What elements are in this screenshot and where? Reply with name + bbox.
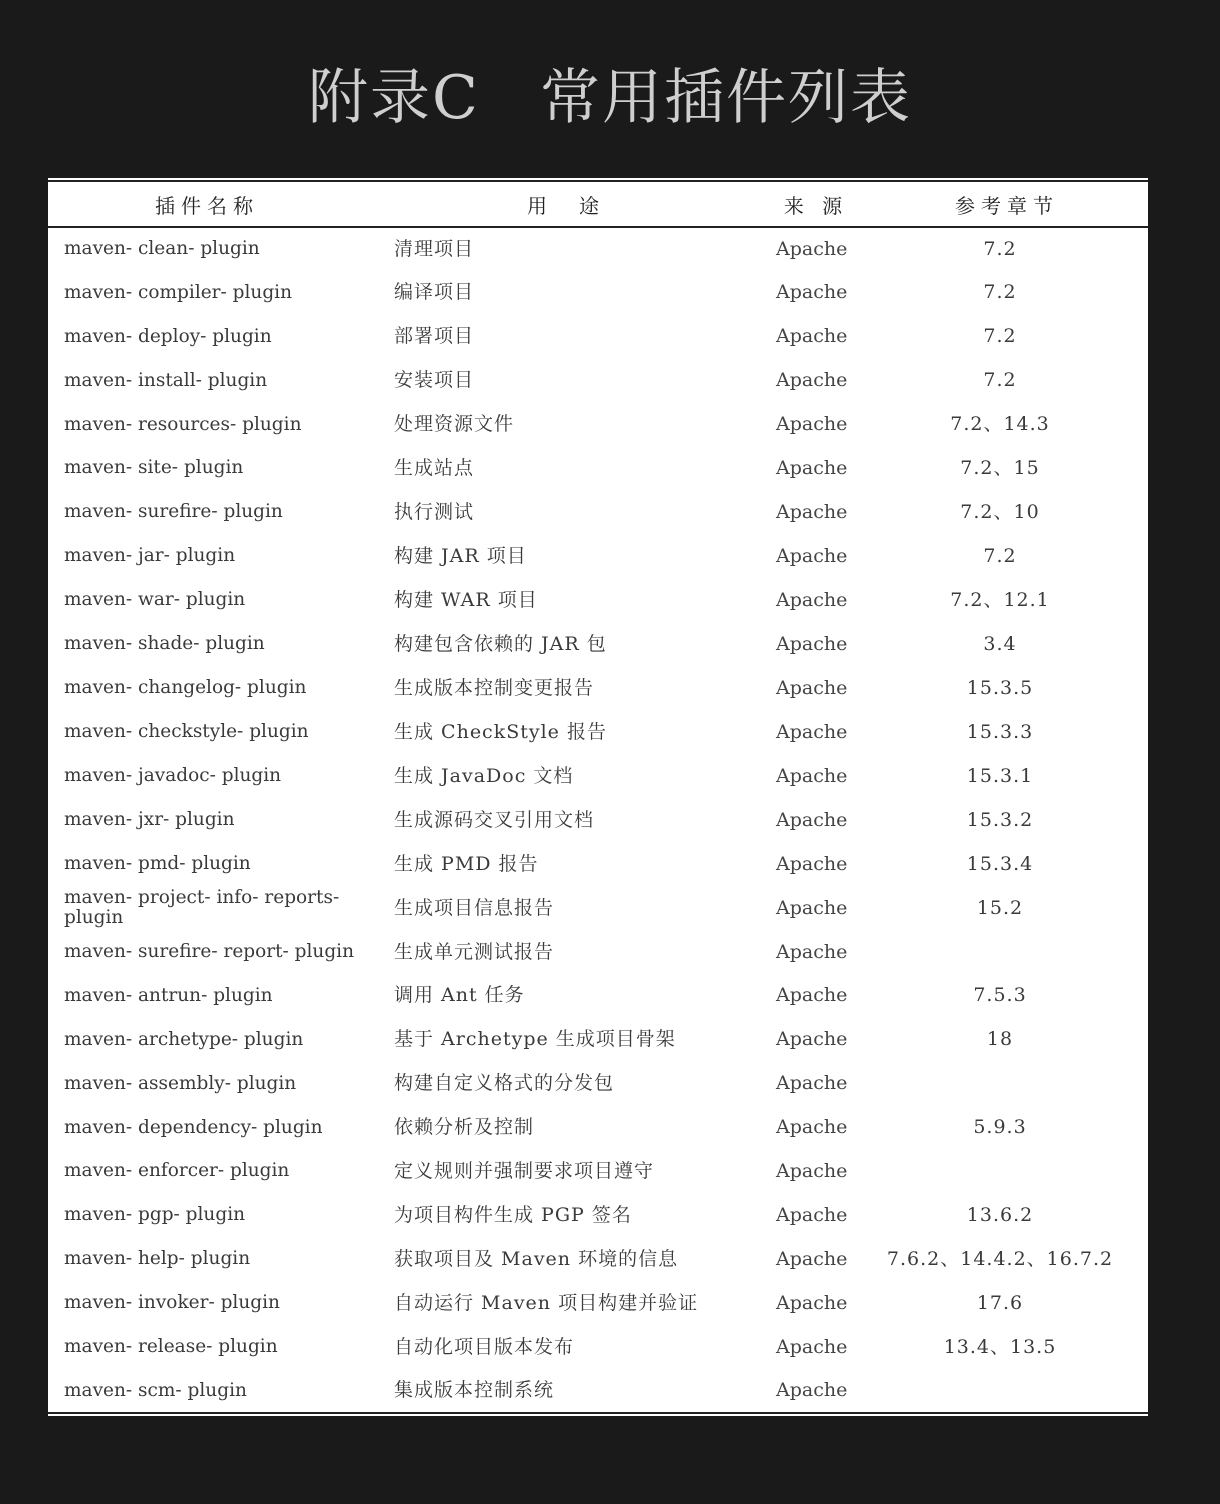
table-row xyxy=(48,403,1148,447)
reference-cell: 7.2 xyxy=(983,325,1017,348)
usage-cell: 安装项目 xyxy=(394,369,475,392)
usage-cell: 部署项目 xyxy=(394,325,475,348)
plugin-name-cell: maven- compiler- plugin xyxy=(64,281,293,303)
plugin-name-cell: maven- enforcer- plugin xyxy=(64,1160,290,1182)
reference-cell: 7.2、15 xyxy=(960,457,1040,480)
table-row xyxy=(48,1106,1148,1150)
plugin-name-cell: maven- surefire- plugin xyxy=(64,501,283,523)
usage-cell: 获取项目及 Maven 环境的信息 xyxy=(394,1248,679,1271)
source-cell: Apache xyxy=(776,1204,848,1227)
reference-cell: 7.2、14.3 xyxy=(950,413,1050,436)
usage-cell: 自动运行 Maven 项目构建并验证 xyxy=(394,1292,699,1315)
reference-cell: 15.2 xyxy=(976,896,1024,919)
source-cell: Apache xyxy=(776,1160,848,1183)
plugin-name-cell: maven- shade- plugin xyxy=(64,633,265,655)
source-cell: Apache xyxy=(776,413,848,436)
header-source: 来 源 xyxy=(766,181,866,227)
table-row xyxy=(48,491,1148,535)
source-cell: Apache xyxy=(776,632,848,655)
reference-cell: 13.4、13.5 xyxy=(943,1335,1057,1358)
reference-cell: 7.2、12.1 xyxy=(950,589,1050,612)
plugin-table xyxy=(48,180,1148,1414)
usage-cell: 生成 PMD 报告 xyxy=(394,852,539,875)
usage-cell: 生成站点 xyxy=(394,457,475,480)
reference-cell: 7.6.2、14.4.2、16.7.2 xyxy=(886,1248,1114,1271)
title-text: 常用插件列表 xyxy=(539,63,912,133)
reference-cell: 18 xyxy=(986,1028,1014,1051)
table-sheet xyxy=(48,178,1148,1416)
reference-cell: 7.5.3 xyxy=(973,984,1027,1007)
plugin-name-cell: maven- jxr- plugin xyxy=(64,808,235,830)
source-cell: Apache xyxy=(776,369,848,392)
source-cell: Apache xyxy=(776,589,848,612)
table-row xyxy=(48,1282,1148,1326)
plugin-name-cell: maven- war- plugin xyxy=(64,589,246,611)
plugin-name-cell: maven- clean- plugin xyxy=(64,238,260,260)
reference-cell: 15.3.4 xyxy=(966,852,1034,875)
usage-cell: 生成项目信息报告 xyxy=(394,896,555,919)
reference-cell: 7.2 xyxy=(983,545,1017,568)
table-row xyxy=(48,1194,1148,1238)
source-cell: Apache xyxy=(776,1116,848,1139)
usage-cell: 编译项目 xyxy=(394,281,475,304)
table-row xyxy=(48,622,1148,666)
usage-cell: 执行测试 xyxy=(394,501,475,524)
table-row xyxy=(48,271,1148,315)
plugin-name-cell: maven- release- plugin xyxy=(64,1336,278,1358)
usage-cell: 为项目构件生成 PGP 签名 xyxy=(394,1204,632,1227)
plugin-name-cell: maven- install- plugin xyxy=(64,369,268,391)
plugin-name-cell: maven- site- plugin xyxy=(64,457,244,479)
plugin-name-cell: maven- scm- plugin xyxy=(48,1369,366,1413)
source-cell: Apache xyxy=(776,457,848,480)
source-cell: Apache xyxy=(776,896,848,919)
reference-cell: 7.2、10 xyxy=(960,501,1040,524)
table-row xyxy=(48,359,1148,403)
plugin-name-cell: maven- checkstyle- plugin xyxy=(64,721,309,743)
source-cell: Apache xyxy=(776,852,848,875)
usage-cell: 构建包含依赖的 JAR 包 xyxy=(394,632,607,655)
usage-cell: 处理资源文件 xyxy=(394,413,515,436)
source-cell: Apache xyxy=(776,325,848,348)
reference-cell xyxy=(866,1062,1148,1106)
table-row xyxy=(48,666,1148,710)
usage-cell: 自动化项目版本发布 xyxy=(394,1335,575,1358)
header-row xyxy=(48,181,1148,227)
source-cell: Apache xyxy=(776,1292,848,1315)
source-cell: Apache xyxy=(776,808,848,831)
page-title xyxy=(0,50,1220,136)
table-row xyxy=(48,447,1148,491)
table-row xyxy=(48,710,1148,754)
plugin-name-cell: maven- invoker- plugin xyxy=(64,1292,280,1314)
header-reference: 参考章节 xyxy=(866,181,1148,227)
table-row xyxy=(48,1369,1148,1413)
appendix-label: 附录C xyxy=(308,63,480,133)
table-row xyxy=(48,1238,1148,1282)
usage-cell: 构建 JAR 项目 xyxy=(394,545,527,568)
table-row xyxy=(48,842,1148,886)
reference-cell xyxy=(866,1369,1148,1413)
table-row xyxy=(48,315,1148,359)
plugin-name-cell: maven- surefire- report- plugin xyxy=(64,940,355,962)
plugin-name-cell: maven- deploy- plugin xyxy=(64,325,272,347)
usage-cell: 基于 Archetype 生成项目骨架 xyxy=(394,1028,676,1051)
reference-cell: 13.6.2 xyxy=(966,1204,1034,1227)
reference-cell: 15.3.2 xyxy=(966,808,1034,831)
table-row xyxy=(48,1018,1148,1062)
plugin-name-cell: maven- jar- plugin xyxy=(64,545,236,567)
table-row xyxy=(48,1062,1148,1106)
table-row xyxy=(48,535,1148,579)
reference-cell: 7.2 xyxy=(983,238,1017,261)
source-cell: Apache xyxy=(776,1248,848,1271)
table-row xyxy=(48,930,1148,974)
source-cell: Apache xyxy=(776,238,848,261)
plugin-name-cell: maven- pgp- plugin xyxy=(64,1204,246,1226)
plugin-name-cell: maven- pmd- plugin xyxy=(64,852,251,874)
reference-cell xyxy=(866,1150,1148,1194)
usage-cell: 构建 WAR 项目 xyxy=(394,589,538,612)
reference-cell: 7.2 xyxy=(983,369,1017,392)
reference-cell xyxy=(866,930,1148,974)
source-cell: Apache xyxy=(776,940,848,963)
usage-cell: 生成版本控制变更报告 xyxy=(394,676,595,699)
plugin-name-cell: maven- archetype- plugin xyxy=(64,1028,304,1050)
reference-cell: 3.4 xyxy=(983,632,1017,655)
plugin-name-cell: maven- resources- plugin xyxy=(64,413,302,435)
reference-cell: 5.9.3 xyxy=(973,1116,1027,1139)
header-usage: 用 途 xyxy=(366,181,766,227)
plugin-name-cell: maven- changelog- plugin xyxy=(64,677,307,699)
reference-cell: 17.6 xyxy=(976,1292,1024,1315)
source-cell: Apache xyxy=(776,984,848,1007)
table-body xyxy=(48,227,1148,1413)
plugin-name-cell: maven- assembly- plugin xyxy=(64,1072,297,1094)
reference-cell: 15.3.3 xyxy=(966,720,1034,743)
reference-cell: 15.3.1 xyxy=(966,764,1034,787)
plugin-name-cell: maven- javadoc- plugin xyxy=(64,765,282,787)
usage-cell: 集成版本控制系统 xyxy=(366,1369,766,1413)
plugin-name-cell: maven- dependency- plugin xyxy=(64,1116,323,1138)
source-cell: Apache xyxy=(776,1072,848,1095)
table-row xyxy=(48,227,1148,271)
table-row xyxy=(48,886,1148,930)
header-plugin-name: 插件名称 xyxy=(48,181,366,227)
source-cell: Apache xyxy=(776,545,848,568)
table-row xyxy=(48,974,1148,1018)
source-cell: Apache xyxy=(776,764,848,787)
table-row xyxy=(48,798,1148,842)
source-cell: Apache xyxy=(776,501,848,524)
usage-cell: 生成单元测试报告 xyxy=(394,940,555,963)
plugin-name-cell: maven- help- plugin xyxy=(64,1248,251,1270)
reference-cell: 7.2 xyxy=(983,281,1017,304)
table-row xyxy=(48,1150,1148,1194)
usage-cell: 清理项目 xyxy=(394,238,475,261)
plugin-name-cell: maven- antrun- plugin xyxy=(64,984,273,1006)
usage-cell: 定义规则并强制要求项目遵守 xyxy=(394,1160,655,1183)
table-row xyxy=(48,1325,1148,1369)
usage-cell: 生成 JavaDoc 文档 xyxy=(394,764,574,787)
table-row xyxy=(48,579,1148,623)
plugin-name-cell: maven- project- info- reports- plugin xyxy=(64,886,340,929)
usage-cell: 调用 Ant 任务 xyxy=(394,984,525,1007)
source-cell: Apache xyxy=(776,1028,848,1051)
usage-cell: 生成源码交叉引用文档 xyxy=(394,808,595,831)
usage-cell: 生成 CheckStyle 报告 xyxy=(394,720,607,743)
source-cell: Apache xyxy=(776,676,848,699)
source-cell: Apache xyxy=(766,1369,866,1413)
reference-cell: 15.3.5 xyxy=(966,676,1034,699)
table-row xyxy=(48,754,1148,798)
usage-cell: 构建自定义格式的分发包 xyxy=(394,1072,615,1095)
source-cell: Apache xyxy=(776,1335,848,1358)
usage-cell: 依赖分析及控制 xyxy=(394,1116,535,1139)
source-cell: Apache xyxy=(776,720,848,743)
source-cell: Apache xyxy=(776,281,848,304)
